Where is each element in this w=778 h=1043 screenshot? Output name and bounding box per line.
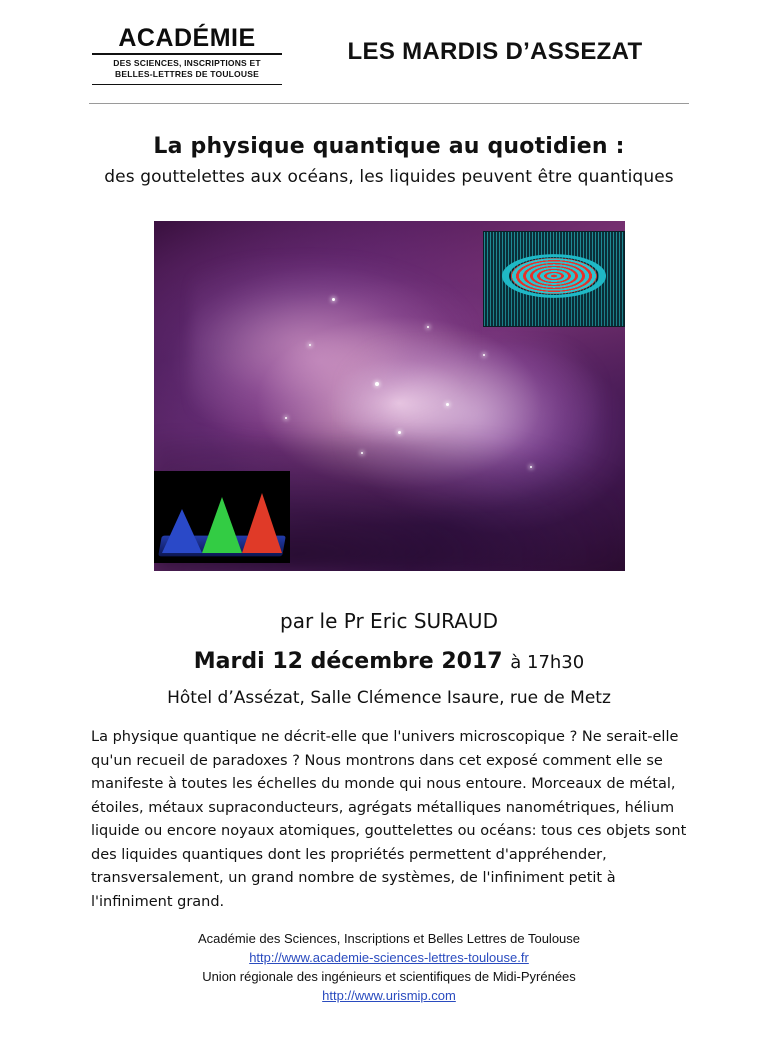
poster-header: [0, 0, 778, 85]
event-venue: Hôtel d’Assézat, Salle Clémence Isaure, rue de Metz: [167, 688, 611, 709]
poster-footer: [0, 930, 778, 1005]
talk-subtitle: des gouttelettes aux océans, les liquides peuvent être quantiques: [104, 167, 674, 188]
logo-rule-bottom: [92, 84, 282, 86]
academie-logo: [92, 16, 282, 85]
talk-title: La physique quantique au quotidien :: [153, 134, 625, 160]
logo-subtitle-line-1: DES SCIENCES, INSCRIPTIONS ET: [113, 58, 261, 68]
speaker-line: par le Pr Eric SURAUD: [280, 609, 498, 634]
peak-red: [242, 493, 282, 553]
header-divider: [89, 103, 689, 104]
event-time: à 17h30: [510, 652, 585, 674]
footer-link-academie[interactable]: http://www.academie-sciences-lettres-toulouse.fr: [249, 950, 529, 966]
wavefunction-peaks-inset: [154, 471, 290, 563]
event-date: Mardi 12 décembre 2017: [193, 649, 503, 675]
star: [309, 344, 311, 346]
logo-title: ACADÉMIE: [118, 24, 256, 52]
logo-rule-top: [92, 53, 282, 55]
peak-blue: [162, 509, 202, 553]
abstract-text: La physique quantique ne décrit-elle que l'univers microscopique ? Ne serait-elle qu'un recueil de paradoxes ? Nous montrons dans cet exposé comment elle se manifeste à toutes les échelles du monde qui nous entoure. Morceaux de métal, étoiles, métaux supraconducteurs, agrégats métalliques nanométriques, hélium liquide ou encore noyaux atomiques, gouttelettes ou océans: tous ces objets sont des liquides quantiques dont les propriétés permettent d'appréhender, transversalement, un grand nombre de systèmes, de l'infiniment petit à l'infiniment grand.: [91, 729, 687, 910]
footer-org-1: Académie des Sciences, Inscriptions et Belles Lettres de Toulouse: [197, 931, 581, 947]
quantum-corral-inset: [483, 231, 625, 327]
figure-container: [0, 221, 778, 571]
footer-org-2: Union régionale des ingénieurs et scientifiques de Midi-Pyrénées: [202, 969, 576, 984]
series-title: LES MARDIS D’ASSEZAT: [347, 38, 643, 65]
poster-figure: [154, 221, 625, 571]
event-date-line: [0, 649, 778, 674]
talk-heading: [0, 134, 778, 187]
peak-green: [202, 497, 242, 553]
footer-link-urismip[interactable]: http://www.urismip.com: [322, 987, 456, 1003]
logo-subtitle-line-2: BELLES-LETTRES DE TOULOUSE: [115, 69, 259, 80]
